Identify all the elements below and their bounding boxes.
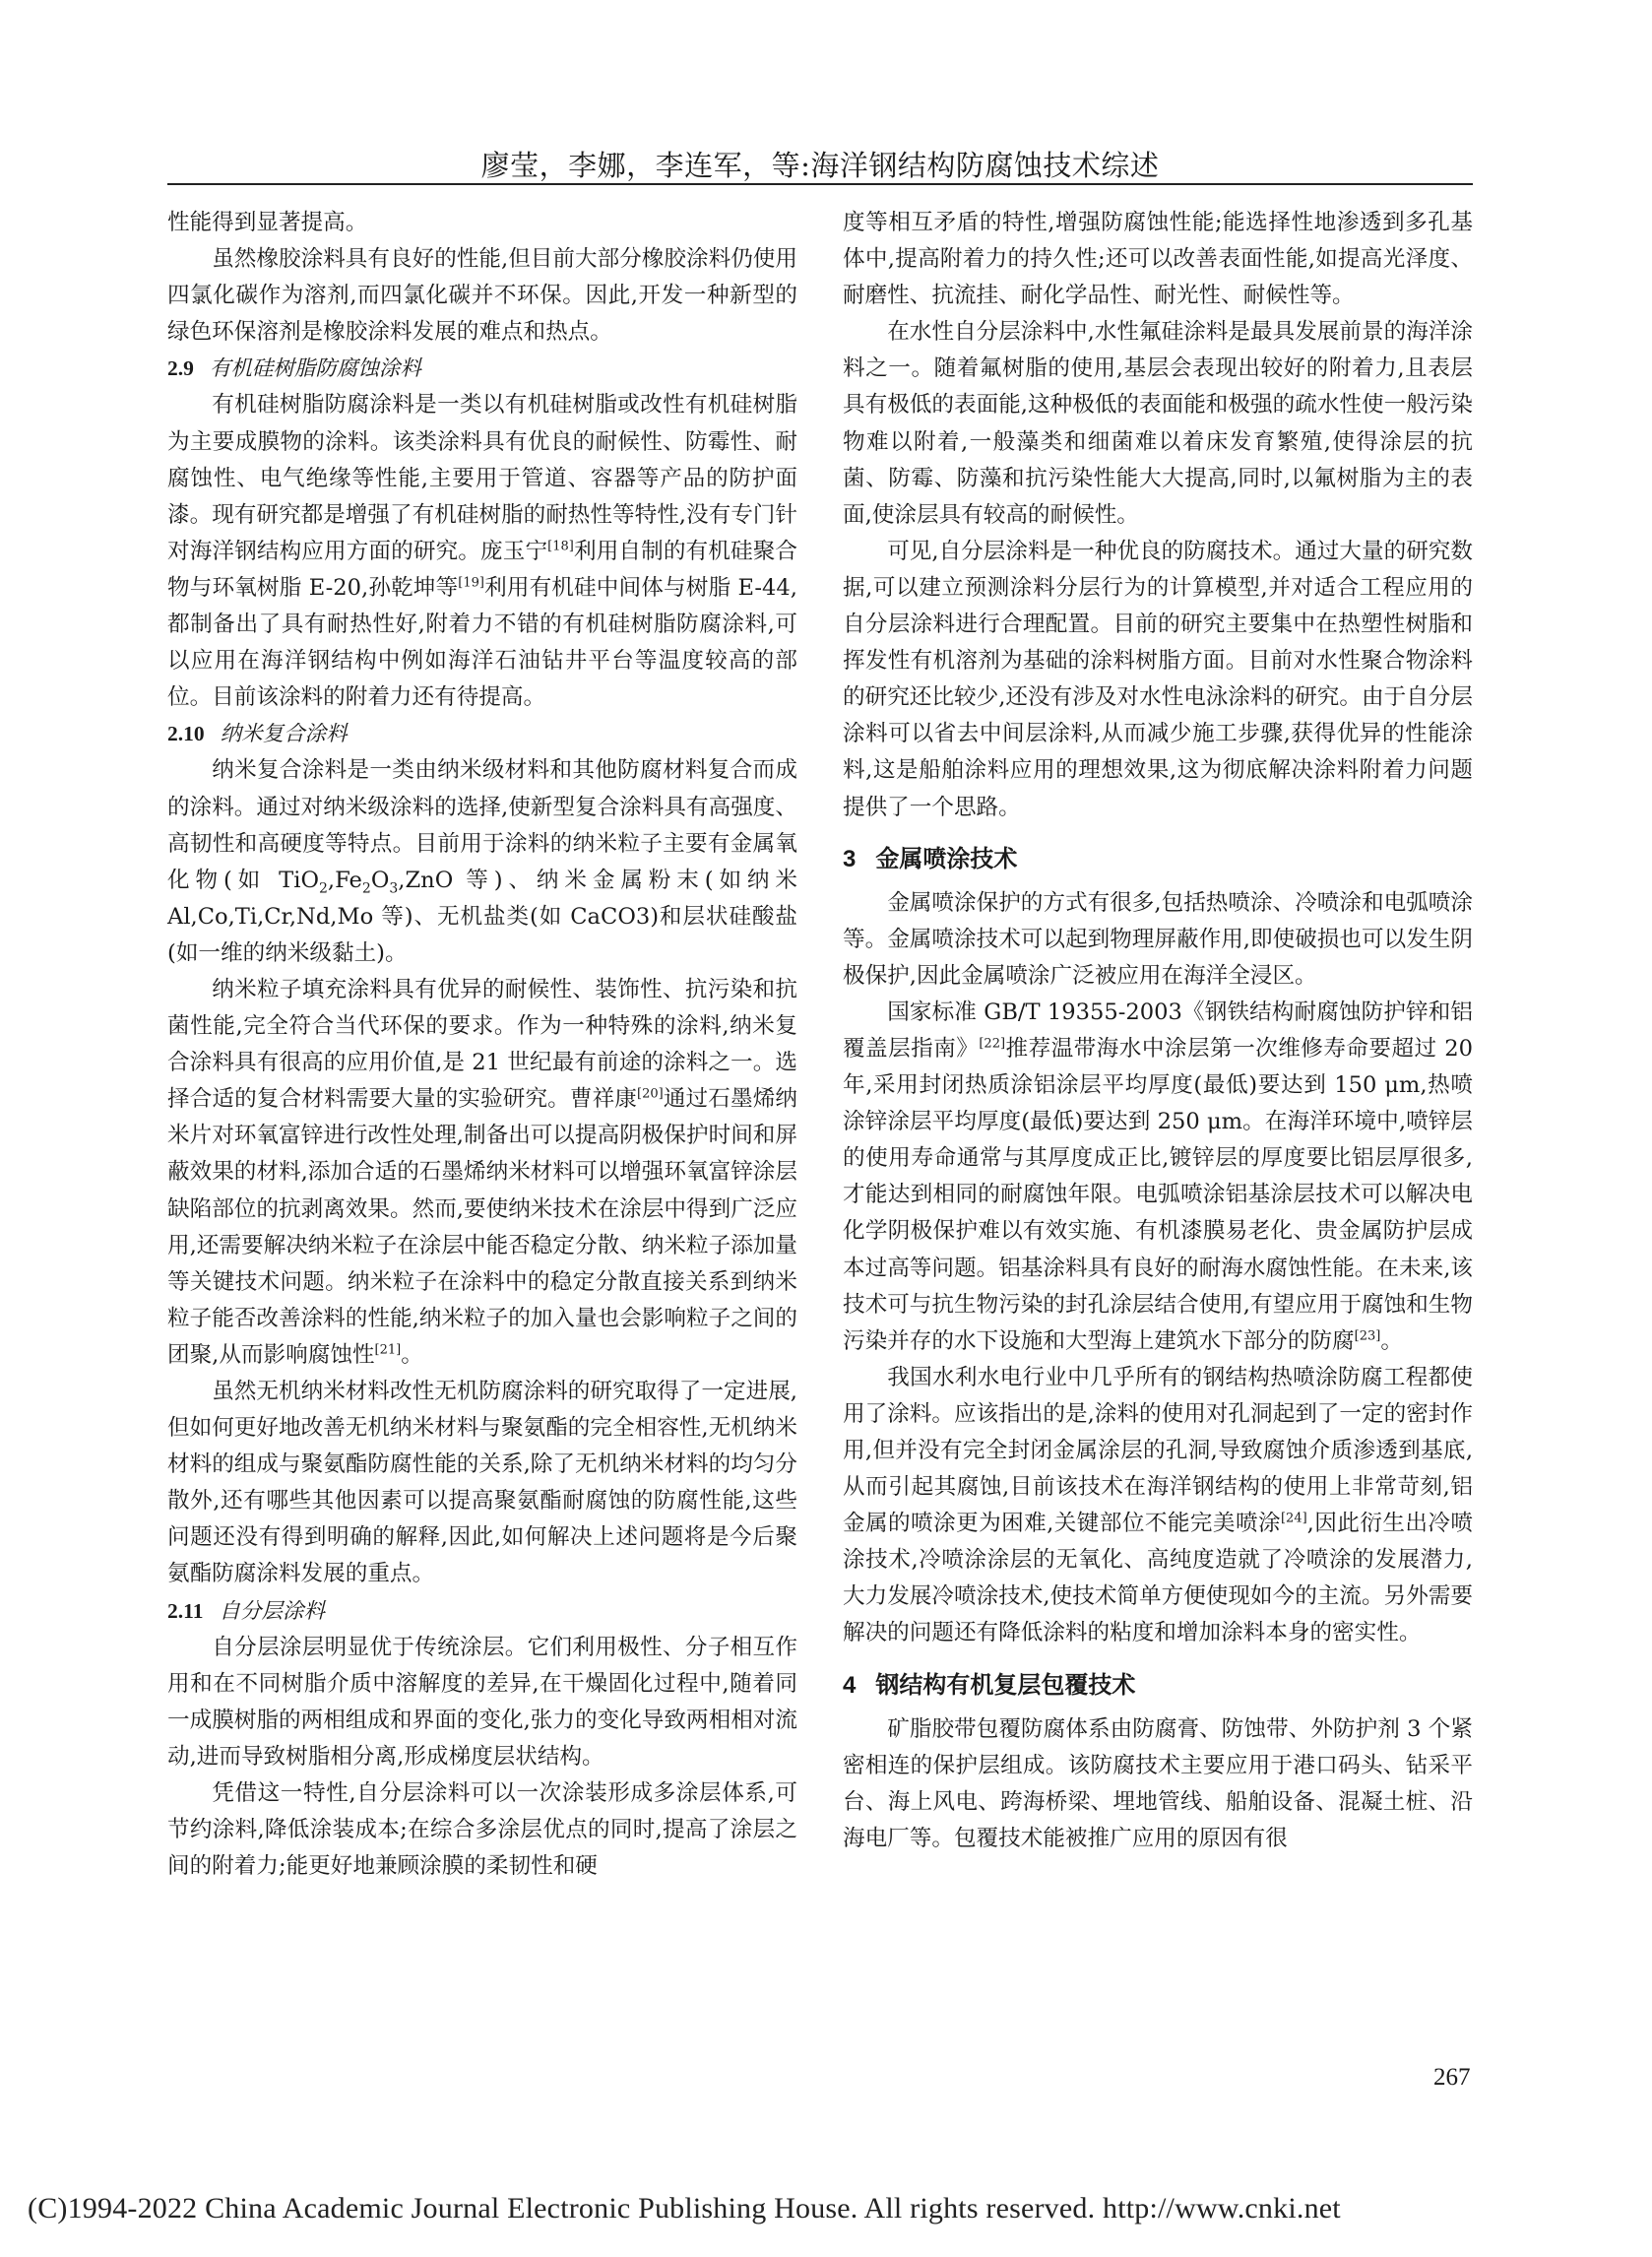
- paragraph-silicone-coating: [167, 387, 797, 716]
- citation-19: [19]: [458, 575, 484, 591]
- section-heading-2-11: [167, 1593, 797, 1630]
- section-heading-4: [843, 1662, 1473, 1709]
- text-run: ,因此衍生出冷喷涂技术,冷喷涂涂层的无氧化、高纯度造就了冷喷涂的发展潜力,大力发展冷喷涂技术,使技术简单方便使现如今的主流。另外需要解决的问题还有降低涂料的粘度和增加涂料本身的密实性。: [843, 1511, 1473, 1646]
- subscript: 2: [361, 880, 371, 897]
- section-number: 2.9: [167, 356, 194, 381]
- text-run: 国家标准 GB/T 19355-2003《钢铁结构耐腐蚀防护锌和铝覆盖层指南》: [843, 999, 1473, 1062]
- section-title: 金属喷涂技术: [875, 845, 1018, 872]
- paragraph-wrapping-technology: 矿脂胶带包覆防腐体系由防腐膏、防蚀带、外防护剂 3 个紧密相连的保护层组成。该防腐技术主要应用于港口码头、钻采平台、海上风电、跨海桥梁、埋地管线、船舶设备、混凝土桩、沿海电厂等。包覆技术能被推广应用的原因有很: [843, 1715, 1473, 1851]
- citation-23: [23]: [1354, 1328, 1381, 1344]
- subscript: 2: [318, 880, 328, 897]
- section-heading-3: [843, 836, 1473, 883]
- citation-20: [20]: [637, 1086, 664, 1102]
- section-title: 纳米复合涂料: [220, 722, 348, 747]
- section-number: 3: [843, 845, 857, 872]
- section-title: 自分层涂料: [219, 1598, 325, 1624]
- section-heading-2-10: [167, 716, 797, 752]
- subscript: 3: [389, 880, 399, 897]
- paragraph-self-stratifying-2: 凭借这一特性,自分层涂料可以一次涂装形成多涂层体系,可节约涂料,降低涂装成本;在综合多涂层优点的同时,提高了涂层之间的附着力;能更好地兼顾涂膜的柔韧性和硬: [167, 1780, 797, 1880]
- paragraph-continued: 度等相互矛盾的特性,增强防腐蚀性能;能选择性地渗透到多孔基体中,提高附着力的持久性;还可以改善表面性能,如提高光泽度、耐磨性、抗流挂、耐化学品性、耐光性、耐候性等。: [843, 210, 1473, 309]
- header-rule: [167, 183, 1473, 185]
- page-number: 267: [1433, 2064, 1471, 2091]
- section-heading-2-9: [167, 351, 797, 387]
- text-run: 利用有机硅中间体与树脂 E-44,都制备出了具有耐热性好,附着力不错的有机硅树脂防腐涂料,可以应用在海洋钢结构中例如海洋石油钻井平台等温度较高的部位。目前该涂料的附着力还有待提高。: [167, 574, 797, 711]
- paragraph-rubber-coating: 虽然橡胶涂料具有良好的性能,但目前大部分橡胶涂料仍使用四氯化碳作为溶剂,而四氯化碳并不环保。因此,开发一种新型的绿色环保溶剂是橡胶涂料发展的难点和热点。: [167, 246, 797, 346]
- left-column: [167, 205, 797, 1885]
- paragraph-self-stratifying-summary: 可见,自分层涂料是一种优良的防腐技术。通过大量的研究数据,可以建立预测涂料分层行为的计算模型,并对适合工程应用的自分层涂料进行合理配置。目前的研究主要集中在热塑性树脂和挥发性有机溶剂为基础的涂料树脂方面。目前对水性聚合物涂料的研究还比较少,还没有涉及对水性电泳涂料的研究。由于自分层涂料可以省去中间层涂料,从而减少施工步骤,获得优异的性能涂料,这是船舶涂料应用的理想效果,这为彻底解决涂料附着力问题提供了一个思路。: [843, 538, 1473, 820]
- text-run: 通过石墨烯纳米片对环氧富锌进行改性处理,制备出可以提高阴极保护时间和屏蔽效果的材料,添加合适的石墨烯纳米材料可以增强环氧富锌涂层缺陷部位的抗剥离效果。然而,要使纳米技术在涂层中得到广泛应用,还需要解决纳米粒子在涂层中能否稳定分散、纳米粒子添加量等关键技术问题。纳米粒子在涂料中的稳定分散直接关系到纳米粒子能否改善涂料的性能,纳米粒子的加入量也会影响粒子之间的团聚,从而影响腐蚀性: [167, 1086, 798, 1368]
- section-title: 钢结构有机复层包覆技术: [875, 1671, 1136, 1699]
- citation-22: [22]: [979, 1036, 1006, 1052]
- section-number: 2.11: [167, 1598, 204, 1623]
- citation-21: [21]: [374, 1342, 402, 1358]
- text-run: 利用自制的有机硅聚合物与环氧树脂 E-20,孙乾坤等: [167, 538, 798, 601]
- copyright-notice: (C)1994-2022 China Academic Journal Electronic Publishing House. All rights reserved. http://www.cnki.net: [28, 2192, 1341, 2225]
- paragraph-nano-coating-2: [167, 972, 797, 1374]
- text-run: 纳米粒子填充涂料具有优异的耐候性、装饰性、抗污染和抗菌性能,完全符合当代环保的要求。作为一种特殊的涂料,纳米复合涂料具有很高的应用价值,是 21 世纪最有前途的涂料之一。选择合适的复合材料需要大量的实验研究。曹祥康: [167, 976, 797, 1113]
- paragraph-metal-spraying-2: [843, 995, 1473, 1360]
- text-run: 推荐温带海水中涂层第一次维修寿命要超过 20 年,采用封闭热质涂铝涂层平均厚度(最低)要达到 150 μm,热喷涂锌涂层平均厚度(最低)要达到 250 μm。在海洋环境中,喷锌层的使用寿命通常与其厚度成正比,镀锌层的厚度要比铝层厚很多,才能达到相同的耐腐蚀年限。电弧喷涂铝基涂层技术可以解决电化学阴极保护难以有效实施、有机漆膜易老化、贵金属防护层成本过高等问题。铝基涂料具有良好的耐海水腐蚀性能。在未来,该技术可与抗生物污染的封孔涂层结合使用,有望应用于腐蚀和生物污染并存的水下设施和大型海上建筑水下部分的防腐: [843, 1035, 1474, 1354]
- section-number: 4: [843, 1671, 857, 1699]
- section-title: 有机硅树脂防腐蚀涂料: [209, 356, 421, 382]
- paragraph-continued: 性能得到显著提高。: [167, 210, 368, 235]
- text-run: 有机硅树脂防腐涂料是一类以有机硅树脂或改性有机硅树脂为主要成膜物的涂料。该类涂料具有优良的耐候性、防霉性、耐腐蚀性、电气绝缘等性能,主要用于管道、容器等产品的防护面漆。现有研究都是增强了有机硅树脂的耐热性等特性,没有专门针对海洋钢结构应用方面的研究。庞玉宁: [167, 392, 797, 564]
- running-header: 廖莹，李娜，李连军，等:海洋钢结构防腐蚀技术综述: [480, 149, 1160, 182]
- text-run: 。: [1380, 1327, 1403, 1354]
- paragraph-nano-coating-1: [167, 752, 797, 972]
- section-number: 2.10: [167, 722, 205, 746]
- paragraph-nano-coating-3: 虽然无机纳米材料改性无机防腐涂料的研究取得了一定进展,但如何更好地改善无机纳米材料与聚氨酯的完全相容性,无机纳米材料的组成与聚氨酯防腐性能的关系,除了无机纳米材料的均匀分散外,还有哪些其他因素可以提高聚氨酯耐腐蚀的防腐性能,这些问题还没有得到明确的解释,因此,如何解决上述问题将是今后聚氨酯防腐涂料发展的重点。: [167, 1379, 797, 1587]
- text-run: 我国水利水电行业中几乎所有的钢结构热喷涂防腐工程都使用了涂料。应该指出的是,涂料的使用对孔洞起到了一定的密封作用,但并没有完全封闭金属涂层的孔洞,导致腐蚀介质渗透到基底,从而引起其腐蚀,目前该技术在海洋钢结构的使用上非常苛刻,铝金属的喷涂更为困难,关键部位不能完美喷涂: [843, 1364, 1473, 1537]
- text-run: ,ZnO 等)、纳米金属粉末(如纳米 Al,Co,Ti,Cr,Nd,Mo 等)、无机盐类(如 CaCO3)和层状硅酸盐(如一维的纳米级黏土)。: [167, 867, 797, 966]
- paragraph-self-stratifying-1: 自分层涂层明显优于传统涂层。它们利用极性、分子相互作用和在不同树脂介质中溶解度的差异,在干燥固化过程中,随着同一成膜树脂的两相组成和界面的变化,张力的变化导致两相相对流动,进而导致树脂相分离,形成梯度层状结构。: [167, 1634, 797, 1770]
- text-run: ,Fe: [327, 867, 362, 893]
- right-column: [843, 205, 1473, 1857]
- paragraph-metal-spraying-3: [843, 1360, 1473, 1652]
- paragraph-waterborne-coating: 在水性自分层涂料中,水性氟硅涂料是最具发展前景的海洋涂料之一。随着氟树脂的使用,基层会表现出较好的附着力,且表层具有极低的表面能,这种极低的表面能和极强的疏水性使一般污染物难以附着,一般藻类和细菌难以着床发育繁殖,使得涂层的抗菌、防霉、防藻和抗污染性能大大提高,同时,以氟树脂为主的表面,使涂层具有较高的耐候性。: [843, 319, 1473, 528]
- text-run: O: [370, 867, 390, 893]
- text-run: 。: [401, 1341, 423, 1368]
- text-run: 纳米复合涂料是一类由纳米级材料和其他防腐材料复合而成的涂料。通过对纳米级涂料的选择,使新型复合涂料具有高强度、高韧性和高硬度等特点。目前用于涂料的纳米粒子主要有金属氧化物(如 TiO: [167, 757, 797, 893]
- paragraph-metal-spraying-1: 金属喷涂保护的方式有很多,包括热喷涂、冷喷涂和电弧喷涂等。金属喷涂技术可以起到物理屏蔽作用,即使破损也可以发生阴极保护,因此金属喷涂广泛被应用在海洋全浸区。: [843, 889, 1473, 989]
- citation-18: [18]: [547, 539, 574, 554]
- citation-24: [24]: [1280, 1511, 1307, 1526]
